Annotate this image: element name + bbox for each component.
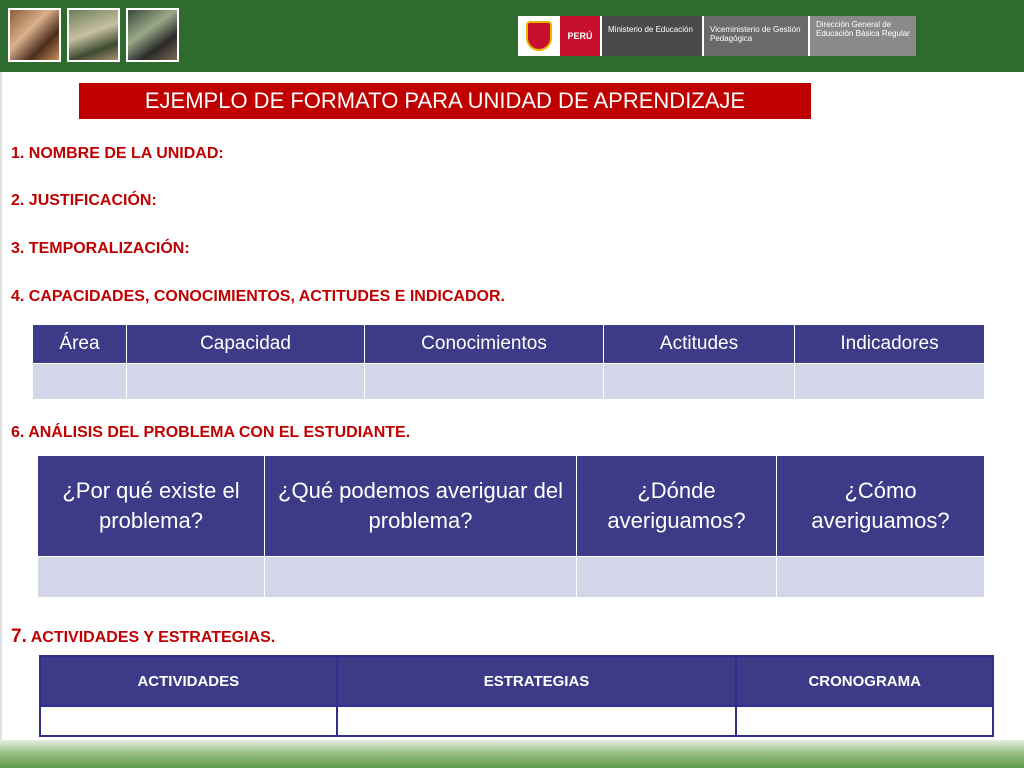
table-cell[interactable]	[577, 557, 777, 598]
logo-direction: Dirección General de Educación Básica Regular	[810, 16, 916, 56]
footer-bar	[0, 740, 1024, 768]
table-cell[interactable]	[127, 364, 365, 400]
table-cell[interactable]	[40, 706, 337, 736]
table-cell[interactable]	[265, 557, 577, 598]
logo-vice-ministry: Viceministerio de Gestión Pedagógica	[704, 16, 808, 56]
activities-table	[39, 655, 994, 737]
logo-ministry: Ministerio de Educación	[602, 16, 702, 56]
table-row	[40, 706, 993, 736]
column-header: ¿Dónde averiguamos?	[577, 456, 777, 557]
column-header: ¿Cómo averiguamos?	[777, 456, 985, 557]
coat-of-arms-icon	[518, 16, 560, 56]
column-header: Conocimientos	[365, 325, 604, 364]
column-header: Área	[33, 325, 127, 364]
table-header-row	[33, 325, 985, 364]
header-photo-children	[8, 8, 61, 62]
logo-country: PERÚ	[560, 16, 600, 56]
table-cell[interactable]	[795, 364, 985, 400]
section-unit-name: 1. NOMBRE DE LA UNIDAD:	[11, 145, 224, 162]
table-cell[interactable]	[736, 706, 993, 736]
header-bar	[0, 0, 1024, 72]
header-photo-students	[126, 8, 179, 62]
column-header: CRONOGRAMA	[736, 656, 993, 706]
table-cell[interactable]	[777, 557, 985, 598]
section-capacities: 4. CAPACIDADES, CONOCIMIENTOS, ACTITUDES E INDICADOR.	[11, 288, 505, 305]
section-label: ACTIVIDADES Y ESTRATEGIAS.	[30, 629, 276, 646]
section-problem-analysis: 6. ANÁLISIS DEL PROBLEMA CON EL ESTUDIANTE.	[11, 424, 411, 441]
capacities-table	[32, 324, 985, 400]
table-cell[interactable]	[38, 557, 265, 598]
ministry-logo	[518, 16, 916, 56]
column-header: Indicadores	[795, 325, 985, 364]
section-timing: 3. TEMPORALIZACIÓN:	[11, 240, 190, 257]
column-header: Actitudes	[604, 325, 795, 364]
column-header: ACTIVIDADES	[40, 656, 337, 706]
column-header: ¿Por qué existe el problema?	[38, 456, 265, 557]
problem-analysis-table	[37, 455, 985, 598]
table-header-row	[38, 456, 985, 557]
left-divider	[0, 72, 2, 740]
table-cell[interactable]	[33, 364, 127, 400]
table-cell[interactable]	[337, 706, 737, 736]
table-row	[33, 364, 985, 400]
table-cell[interactable]	[365, 364, 604, 400]
header-photo-classroom	[67, 8, 120, 62]
section-activities	[11, 626, 275, 648]
column-header: ESTRATEGIAS	[337, 656, 737, 706]
section-number: 7.	[11, 626, 27, 647]
section-justification: 2. JUSTIFICACIÓN:	[11, 192, 157, 209]
page-title: EJEMPLO DE FORMATO PARA UNIDAD DE APRENDIZAJE	[78, 82, 812, 120]
column-header: ¿Qué podemos averiguar del problema?	[265, 456, 577, 557]
table-cell[interactable]	[604, 364, 795, 400]
table-row	[38, 557, 985, 598]
column-header: Capacidad	[127, 325, 365, 364]
table-header-row	[40, 656, 993, 706]
